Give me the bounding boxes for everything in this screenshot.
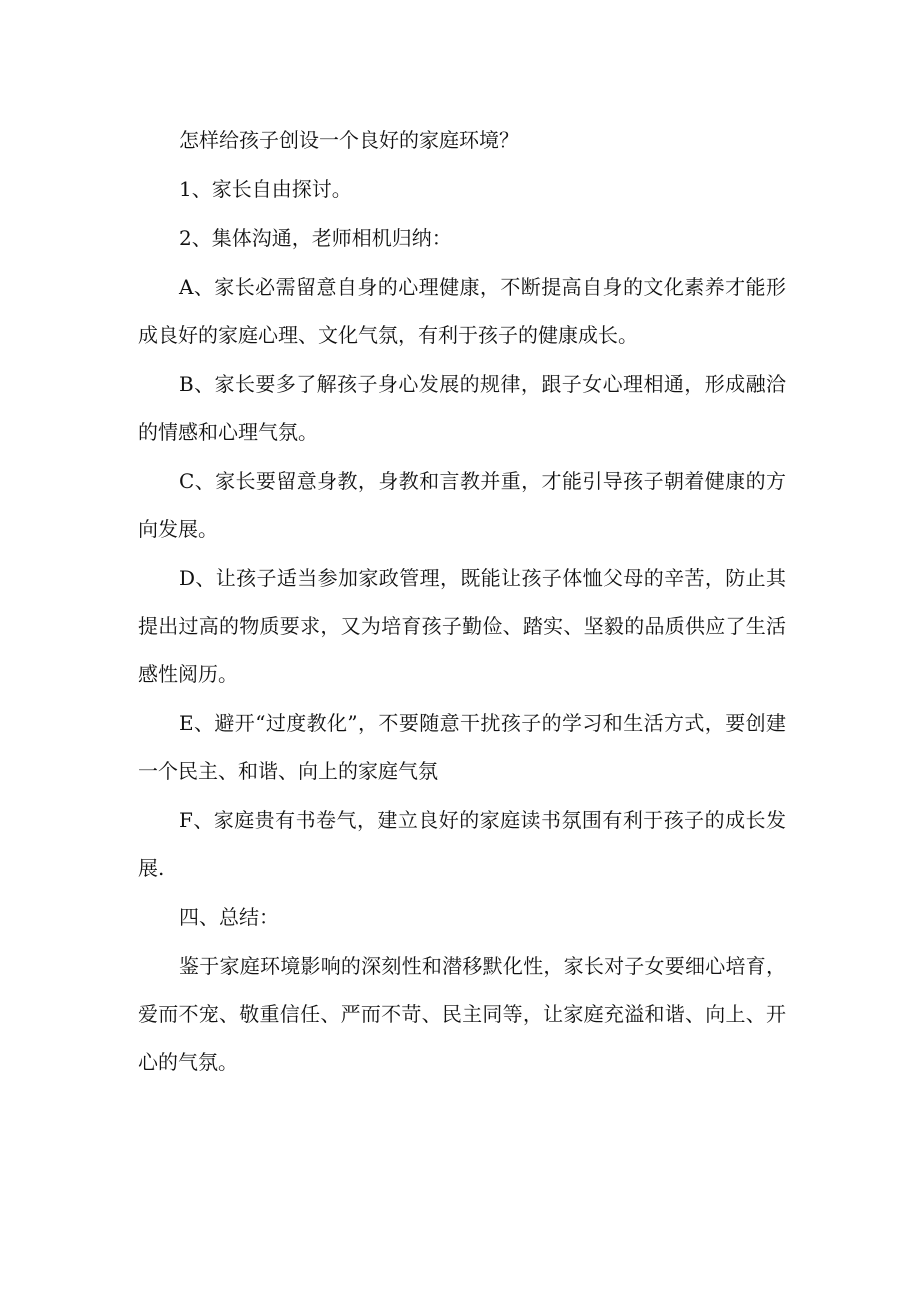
paragraph-summary: 鉴于家庭环境影响的深刻性和潜移默化性，家长对子女要细心培育，爱而不宠、敬重信任、严而不苛、民主同等，让家庭充溢和谐、向上、开心的气氛。 [138, 954, 786, 1074]
section-heading-summary: 四、总结： [179, 905, 279, 929]
paragraph-step-2: 2、集体沟通，老师相机归纳： [179, 226, 452, 250]
paragraph-point-d: D、让孩子适当参加家政管理，既能让孩子体恤父母的辛苦，防止其提出过高的物质要求，又为培育孩子勤俭、踏实、坚毅的品质供应了生活感性阅历。 [138, 566, 786, 686]
paragraph-point-b: B、家长要多了解孩子身心发展的规律，跟子女心理相通，形成融洽的情感和心理气氛。 [138, 372, 786, 444]
paragraph-question: 怎样给孩子创设一个良好的家庭环境？ [179, 128, 519, 152]
paragraph-point-c: C、家长要留意身教，身教和言教并重，才能引导孩子朝着健康的方向发展。 [138, 469, 786, 541]
paragraph-step-1: 1、家长自由探讨。 [179, 177, 352, 201]
paragraph-point-f: F、家庭贵有书卷气，建立良好的家庭读书氛围有利于孩子的成长发展. [138, 808, 786, 880]
paragraph-point-e: E、避开“过度教化”，不要随意干扰孩子的学习和生活方式，要创建一个民主、和谐、向上的家庭气氛 [138, 711, 786, 783]
document-body [138, 116, 786, 1087]
paragraph-point-a: A、家长必需留意自身的心理健康，不断提高自身的文化素养才能形成良好的家庭心理、文化气氛，有利于孩子的健康成长。 [138, 275, 786, 347]
